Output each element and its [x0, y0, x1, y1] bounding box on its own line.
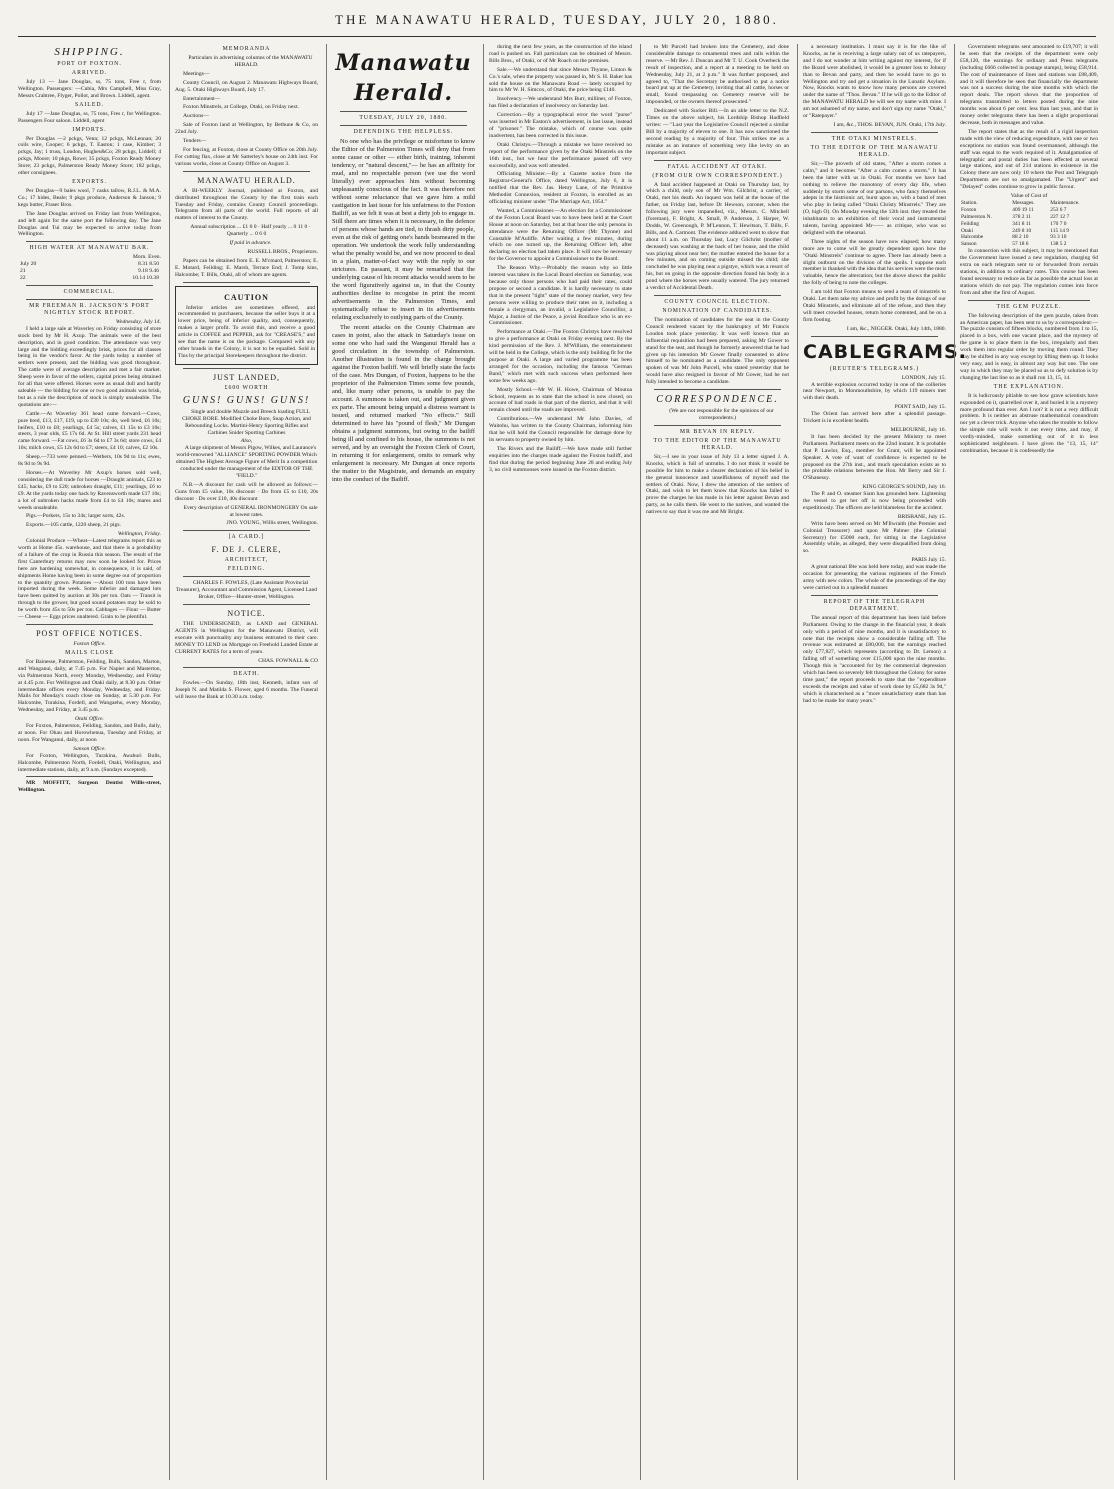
fatal-accident-heading: FATAL ACCIDENT AT OTAKI.	[667, 163, 768, 170]
just-landed-heading: JUST LANDED,	[213, 372, 280, 382]
minstrels-heading: THE OTAKI MINSTRELS.	[831, 135, 918, 142]
fatal-accident-source: (FROM OUR OWN CORRESPONDENT.)	[652, 172, 783, 179]
bevan-text: Sir,—I see in your issue of July 13 a letter signed J. A. Knocks, which is full of untruths. I do not think it would be possible for him to make a clearer declaration of his belief in the general innocence and unselfishness of myself and the settlers of Otaki. Now, I drew the attention of the settlers of Otaki, and wish to let them know that Knocks has failed to prove the charges he has made in his letter against Bevan and party, as he calls them. He went to the natives, and wanted the natives to say that it was me and Mr Bright.	[646, 453, 789, 516]
column-3	[332, 44, 475, 1480]
brisbane-dateline: BRISBANE, July 15.	[897, 513, 946, 520]
minstrels-text-3: I am told that Foxton means to send a team of minstrels to Otaki. Let them take my advice and profit by the doings of our Otaki Minstrels, and eliminate all of the refuse, and then they will meet crowded houses, return home contented, and be on a firm footing.	[803, 289, 946, 323]
sale-notice: Sale.—We understand that since Messrs Thynne, Linton & Co.'s sale, when the property was passed in, Mr S. H. Baker has sold the house on the Manawatu Road — lately occupied by him to Mr W. H. Simcox, of Otaki, the price being £140.	[489, 66, 632, 94]
column-divider	[169, 44, 170, 1480]
otaki-mail-text: For Foxton, Palmerston, Feilding, Sandon, and Bulls, daily, at noon. For Ohau and Horowhenua, Tuesday and Friday, at noon. For Wanganui, daily, at noon	[18, 723, 161, 743]
proprietors: RUSSELL BROS., Proprietors.	[247, 248, 318, 255]
column-6	[803, 44, 967, 1480]
tide-header: Morn. Even.	[132, 254, 161, 261]
tenders-text: For fencing, at Foxton, close at County Office on 20th July. For cutting flax, close at Mr Satterley's house on 24th inst. For various works, close at County Office on August 3.	[175, 146, 318, 167]
young-signature: JNO. YOUNG, Willis street, Wellington.	[226, 520, 318, 527]
otaki-christys-notice: Otaki Christys.—Through a mistake we have received no report of the performance given by the Otaki Minstrels on the 16th inst., but we hear the performance passed off very successfully, and was well attended.	[489, 141, 632, 169]
tide-row: 21 9.18 9.46	[20, 268, 159, 275]
sailed-text: July 17 —Jane Douglas, ss, 75 tons, Fres r, for Wellington. Passengers Four saloon. Liddell, agent	[18, 110, 161, 124]
masthead-title: THE MANAWATU HERALD, TUESDAY, JULY 20, 1880.	[335, 12, 779, 27]
minstrels-signoff: I am, &c., NIGGER. Otaki, July 14th, 1880.	[846, 325, 946, 332]
auctions-text: Sale of Foxton land at Wellington, by Bethune & Co, on 22nd July.	[175, 122, 318, 136]
masthead-rule	[18, 36, 1096, 37]
telegraph-text-3: In connection with this subject, it may be mentioned that the Government have issued a new regulation, charging 6d extra on each telegram sent to or forwarded from certain stations, in addition to ordinary rates. This course has been found necessary to reduce as far as possible the actual loss at stations which do not pay. The regulation comes into force from and after the first of August.	[960, 248, 1098, 296]
table-row: Feilding 341 8 11 170 7 0	[961, 220, 1067, 227]
sister-bill-text: Dedicated with Sucker Bill.—In an able letter to the N.Z. Times on the above subject, his Lordship Bishop Hadfield writes: — "Last year the Legislative Council rejected a similar Bill by a majority of eleven to one. It has now sanctioned the second reading by a majority of four. This strikes me as a mistake as an instance of something very like levity on an important subject.	[646, 108, 789, 156]
death-heading: DEATH.	[233, 671, 260, 678]
station-table	[960, 200, 1098, 248]
table-row: Palmerston N. 378 2 11 227 12 7	[961, 213, 1070, 220]
foxton-office-heading: Foxton Office.	[73, 641, 106, 647]
divider	[183, 667, 310, 668]
sanson-mail-text: For Foxton, Wellington, Turakina, Awahuri Bulls, Halcombe, Palmerston North, Fordell, Otaki, Wellington, and intermediate stations, daily, at 9 a.m. (Sundays excepted).	[18, 752, 161, 773]
correspondence-heading: CORRESPONDENCE.	[656, 394, 779, 406]
sanson-office-heading: Sanson Office.	[73, 745, 106, 752]
commercial-heading: COMMERCIAL.	[63, 288, 116, 295]
telegraph-text-2: The report states that as the result of a rigid inspection made with the view of reducing expenditure, with one or two exceptions no station was found overmanned, although the staff was equal to the work required of it. Amalgamation of telegraphic and postal duties has been effected at several large stations, and out of 214 stations in existence in the Colony there are now only 10 where the Post and Telegraph Departments are not so amalgamated. The "Urgent" and "Delayed" codes continue to grow in public favour.	[960, 128, 1098, 191]
caution-text: Inferior articles are sometimes offered, and recommended to purchasers, because the seller buys it at a lower price, being of inferior quality, and, consequently, makes a larger profit. To avoid this, and receive a good article in COFFEE and PEPPER, ask for "CREASE'S," and see that the name is on the package. Compared with any other brands in the Colony, it is not to be equalled. Sold in Tins by the principal Storekeepers throughout the district.	[178, 304, 315, 359]
commissioner-notice: Wanted, a Commissioner.—An election for a Commissioner of the Foxton Local Board was to have been held at the Court House at noon on Saturday, but at that hour the only persons in attendance were the Returning Officer (Mr Thynne) and Constable M'Auliffe. After waiting a few minutes, during which no one turned up, the Returning Officer left, after declaring no election had taken place. It will now be necessary for the Governor to appoint a Commissioner to the Board.	[489, 207, 632, 263]
guns-heading: GUNS! GUNS! GUNS!	[182, 394, 311, 406]
cable-brisbane: Writs have been served on Mr M'Ilwraith (the Premier and Colonial Treasurer) and upon Mr Palmer (the Colonial Secretary) for £5000 each, for sitting in the Legislative Assembly while, as alleged, they were disqualified from doing so.	[803, 520, 946, 555]
divider	[183, 604, 310, 605]
report-exports: Exports.—105 cattle, 1220 sheep, 21 pigs.	[26, 522, 121, 529]
table-row: Sanson 57 18 6 138 5 2	[961, 241, 1067, 248]
minstrels-text-2: Three nights of the season have now elapsed; how many more are to come will be greatly dependent upon how the "Otaki Minstrels" continue to agree. There has already been a slight outburst on the division of the spoils. I suppose each member is thanked with the idea that his services were the most valuable, hence the altercation; but the above shows the public the folly of being to note the colleges.	[803, 238, 946, 287]
divider	[26, 299, 153, 300]
minstrels-text: Sir,—The proverb of old states, "After a storm comes a calm," and it becomes "After a calm comes a storm." It has been the latter with us in Otaki. For months we have had nothing to relieve the monotony of every day life, when suddenly by storm some of our parsons, who fancy themselves adepts in the histrionic art, burst upon us, with a band of men who play in being called "Otaki Christy Minstrels." They are (O, high O). On Monday evening the 12th inst. they treated the inhabitants to an exhibition of their vocal and instrumental talents, having appointed Mr—— as critique, who was so delighted with the rehearsal.	[803, 160, 946, 236]
memoranda-subtitle: Particulars in advertising columns of the MANAWATU HERALD.	[188, 55, 313, 68]
election-text: The nomination of candidates for the seat in the County Council rendered vacant by the bankruptcy of Mr Francis Loudon took place yesterday. It was well known that an influential requisition had been prepared, asking Mr Gower to stand for the seat, and though he formerly answered that he had given up his intention Mr Gower finally consented to allow himself to be nominated as a candidate. The only opponent spoken of was Mr John Purcell, who stated yesterday that he would have also resigned in favour of Mr Gower, had he not fully intended to become a candidate.	[646, 317, 789, 386]
divider	[654, 160, 781, 161]
contributions-notice: Contributions.—We understand Mr John Davies, of Waitohu, has written to the County Chairman, informing him that he will hold the Council responsible for damage done by its servants to property owned by him.	[489, 416, 632, 443]
telegraph-text: The annual report of this department has been laid before Parliament. Owing to the change in the financial year, it deals only with a period of nine months, and it is unsatisfactory to note that the receipts show a considerable falling off. The revenue was estimated at £80,000, but the earnings reached only £77,827, which represents (according to Dr. Lemon) a falling off of something over £15,000 upon the nine months. Though this is "accounted for by the commercial depression which has been so severely felt throughout the Colony for some time past," the report proceeds to state that the "expenditure exceeds the receipts and value of work done by £5,682 3s 9d," which is characterised as a "more unsatisfactory state than has had to be made for many years."	[803, 614, 946, 704]
cable-paris: A great national fête was held here today, and was made the occasion for presenting the various regiments of the French army with new colors. The whole of the proceedings of the day were carried out in a splendid manner.	[803, 564, 946, 591]
paris-dateline: PARIS July 15.	[911, 557, 946, 564]
post-office-heading: POST OFFICE NOTICES.	[36, 629, 143, 638]
report-date: Wednesday, July 14.	[115, 318, 161, 325]
report-sheep: Sheep.—733 were penned.—Wethers, 10s 9d to 11s; ewes, 8s 9d to 9s 9d.	[18, 454, 161, 468]
issue-date: TUESDAY, JULY 20, 1880.	[359, 115, 448, 121]
column-divider	[326, 44, 327, 1480]
divider	[26, 624, 153, 625]
column-5	[646, 44, 789, 1480]
telegraph-heading: REPORT OF THE TELEGRAPH DEPARTMENT.	[823, 598, 926, 612]
divider	[811, 595, 938, 596]
performance-notice: Performance at Otaki.—The Foxton Christys have resolved to give a performance at Otaki on Friday evening next. By the kind permission of the Rev. J. M'William, the entertainment will be held in the College, which is the only building fit for the purpose at Otaki. A large and varied programme has been arranged for the occasion, including the famous "German Band," which met with such success when performed here some few weeks ago.	[489, 329, 632, 384]
entertainment-text: Foxton Minstrels, at College, Otaki, on Friday next.	[183, 104, 300, 111]
cable-king-georges-sound: The P. and O. steamer Siam has grounded here. Lightening the vessel to get her off is now being proceeded with expeditiously. The officers are held blameless for the accident.	[803, 491, 946, 511]
fatal-accident-text: A fatal accident happened at Otaki on Thursday last, by which a child, only son of Mr Wm. Gilchrist, a carrier, of Otaki, met his death. An inquest was held at the house of the father, on Friday last, before Dr Hewson, coroner, when the following jury were impanelled, viz., Messrs. C. Mitchell (foreman), F. Bright, A. Small, P. Anderson, J. Harper, W. Dodds, W. Greenough, P. M'Lennon, T. Hewitson, T. Bills, F. Bills, and A. Carmont. The evidence adduced went to show that about 11 a.m. on Thursday last, Lucy Gilchrist (mother of deceased) was washing at the back of her house, and the child was playing about near her; the mother entered the house for a few minutes, and on coming outside missed the child; she concluded he was playing near a pigstye, which was a resort of his, but on going in the opposite direction found his body in a pond where the horses were usually watered. The jury returned a verdict of Accidental Death.	[646, 181, 789, 292]
divider	[183, 576, 310, 577]
masthead	[0, 0, 1114, 40]
cable-point-said: The Orient has arrived here after a splendid passage. Trickett is in excellent health.	[803, 411, 946, 425]
table-row: Otaki 249 8 10 115 14 9	[961, 227, 1069, 234]
column-1	[18, 44, 161, 1480]
column-2	[175, 44, 318, 1480]
table-caption: Value of Cost of	[1010, 193, 1048, 200]
reason-notice: The Reason Why.—Probably the reason why so little interest was taken in the Local Board election on Saturday, was because only those persons who had paid their rates, could propose or second a candidate. It is hardly necessary to state that in the present "tight" state of the money market, very few persons were willing to produce their rates on it, including a female a clergyman, an invalid, a Legislative Councillor, a Major, a Justice of the Peace, a jovial Boniface who is an ex-Commissioner.	[489, 265, 632, 327]
correspondence-note: (We are not responsible for the opinions of our correspondents.)	[669, 408, 774, 421]
otaki-office-heading: Otaki Office.	[75, 716, 104, 723]
divider	[183, 171, 310, 172]
newspaper-title: Manawatu Herald.	[335, 50, 472, 106]
table-row: Halcombe 88 2 10 93 3 10	[961, 234, 1067, 241]
cable-melbourne: It has been decided by the present Ministry to meet Parliament. Parliament meets on the 22nd instant. It is probable that P. Lawlor, Esq., member for Grant, will be appointed Speaker. A vote of want of confidence is expected to be proposed on the 27th inst., and much speculation exists as to the probable relations between the Hon. Mr Berry and Sir J. O'Shanessy.	[803, 433, 946, 482]
column-divider	[640, 44, 641, 1480]
table-header-row: Station. Messages. Maintenance.	[961, 199, 1080, 206]
gem-puzzle-text: The following description of the gem puzzle, taken from an American paper, has been sent to us by a correspondent:— The puzzle consists of fifteen blocks, numbered from 1 to 15, placed in a box, with one vacant place, and the mystery of the game is to place them in the box, irregularly and then work them into regular order by moving them round. They may be shifted in any way except by lifting them up. It looks very easy, and is easy, in almost any way but one. The one way in which they may be placed so as to defy solution is by changing the last line so as it shall run 13, 15, 14.	[960, 312, 1098, 381]
reuters-label: (REUTER'S TELEGRAMS.)	[829, 365, 920, 372]
report-cattle: Cattle.—At Waverley 361 head came forward.—Cows, pure bred, £13, £17, £19, up to £30 10s; do, well bred, £6 10s; heifers, £10 to £8; yearlings, £4 5s; calves, £1 15s to £3 10s; steers, 3 year olds, £5 17s 6d. At St. Hill street yards 231 head came forward. —Fat cows, £6 3s 6d to £7 3s 6d; store cows, £4 10s; milch cows, £5 12s 6d to £7; steers, £4 10; calves, £2 10s.	[18, 410, 161, 452]
auctions-label: Auctions—	[183, 113, 209, 120]
divider	[654, 295, 781, 296]
bailiff-notice: The Rivers and the Bailiff.—We have made still further enquiries into the charges made against the Foxton bailiff, and find that during the period beginning June 28 and ending July 3, no civil summonses were issued in the Foxton district.	[489, 445, 632, 473]
agents-text: Papers can be obtained from E. E. M'cmard, Palmerston; E. E. Motard, Feilding; E. Marsh, Terrace End; J. Tomp kins, Halcombe; T. Bills, Otaki, all of whom are agents.	[175, 257, 318, 278]
guns-text: Single and double Muzzle and Breech loading FULL CHOKE BORE. Modified Choke Bore, Snap Action, and Rebounding Locks. Martini-Henry Sporting Rifles and Carbines Snider Sporting Carbines	[182, 408, 311, 436]
divider	[654, 425, 781, 426]
divider	[654, 389, 781, 390]
entertainment-label: Entertainment—	[183, 95, 221, 102]
divider	[811, 132, 938, 133]
nomination-subheading: NOMINATION OF CANDIDATES.	[662, 308, 773, 314]
telegraph-text-continued: Government telegrams sent amounted to £19,707; it will be seen that the receipts of the department were only £58,120, the earnings for ordinary and Press telegrams (including £666 collected in postage stamps), being £58,914. The cost of maintenance of lines and stations was £88,409, and it will therefore be seen that financially the department was not a success during the nine months with which the report deals. The report shows that the proportion of telegrams transmitted to letters posted during the nine months was about 6 per cent. less than last year, and that in money order telegrams there has been a slight proportional decrease, both in messages and value.	[960, 44, 1098, 126]
herald-heading: MANAWATU HERALD.	[197, 175, 296, 185]
divider	[811, 336, 938, 337]
fowles-advert: CHARLES F. FOWLES, (Late Assistant Provincial Treasurer), Accountant and Commission Agent, Licensed Land Broker, Office—Hunter-street, Wellington.	[175, 580, 318, 601]
meetings-text: County Council, on August 2. Manawatu Highways Board, Aug. 5. Otaki Highways Board, July 17.	[175, 79, 318, 93]
leader-heading: DEFENDING THE HELPLESS.	[353, 129, 454, 135]
leader-text: No one who has the privilege or misfortune to know the Editor of the Palmerston Times will deny that from some cause or other — either birth, training, inherent tendency, or "natural descent,"— he has an affinity for mud, and no respectable person (we use the word literally) ever approaches him without becoming unpleasantly conscious of the fact. It was therefore not without some reluctance that we gave him a mild castigation in last issue for his unfairness to the Foxton Bailiff, as we felt it was at best a dirty job to engage in. Still there are times when it is necessary, in the defence of persons whose hands are tied, to thrash dirty people, even at the risk of getting one's hands besmeared in the operation. We undertook the work fully understanding what the penalty would be, and we now proceed to deal in a plain, matter-of-fact way with the reply to our strictures. En passant, it may be remarked that the underlying cause of his recent attacks would seem to be the word figuratively against us, in that the County authorities decline to recognise in print the recent advertisements in the Palmerston Times, and systematically refuse to insert in its advertisements relating exclusively to outlying parts of the County.	[332, 138, 475, 321]
divider	[183, 368, 310, 369]
column-divider	[797, 44, 798, 1480]
subscription-rates: Annual subscription ... £1 0 0 · Half yearly ... 0 11 0 · Quarterly ... 0 6 0	[190, 224, 311, 238]
tide-row: July 20 8.31 8.50	[20, 261, 159, 268]
fownall-signature: CHAS. FOWNALL & CO	[258, 657, 318, 664]
card-label: [A CARD.]	[228, 534, 265, 541]
landed-worth: £600 WORTH	[224, 384, 269, 391]
divider	[340, 125, 467, 126]
sailed-heading: SAILED.	[74, 101, 105, 108]
point-said-dateline: POINT SAID, July 15.	[894, 404, 946, 411]
shipping-heading: SHIPPING.	[54, 46, 125, 58]
tide-heading: HIGH WATER AT MANAWATU BAR.	[29, 245, 150, 252]
architect-label: ARCHITECT,	[224, 557, 269, 564]
column-divider	[954, 44, 955, 1480]
table-row: Foxton 409 19 11 253 6 7	[961, 206, 1067, 213]
bevan-text-continued: a necessary institution. I must say it is for the like of Knocks, as he is receiving a large salary out of us ratepayers, and I do not wonder at him writing against my interest, for if the Board were abolished, it would be a greater loss to Johnny than to Bevan and party, and then he would have to go to Wellington and try and get a situation in the Lunatic Asylum. Now, Knocks wants to know how many persons are covered under the name of "Thos. Bevan." If he will go to the Editor of the MANAWATU HERALD he will see my name with mine. I am not ashamed of my name, and don't sign my name "Otaki," or "Ratepayer."	[803, 44, 946, 120]
exports-heading: EXPORTS.	[72, 178, 107, 185]
melbourne-dateline: MELBOURNE, July 16.	[890, 426, 946, 433]
column-divider	[483, 44, 484, 1480]
advance-note: If paid in advance.	[229, 240, 272, 247]
leader-text-continued: The recent attacks on the County Chairman are cases in point, also the attack in Saturday's issue on some one who had said the Wanganui Herald has a good circulation in the township of Palmerston. Another illustration is found in the charge brought against the Foxton bailiff. We will briefly state the facts of the case. Mrs Dungan, of Foxton, happens to be the proprietor of the Palmerston Times some few pounds, and, like many other persons, is unable to pay the account. A summons is taken out, and judgment given ex parte. The amount being unpaid a distress warrant is issued, and returned marked "No effects." Still determined to have his "pound of flesh," Mr Dungan obtains a judgment summons, but owing to the bailiff being ill and confined to his house, the summons is not served, and by an oversight the Foxton Clerk of Court, in returning it for enlargement, omits to remark why enlargement is necessary. Mr Dungan at once reports the matter to the Magistrate, and demands an enquiry into the conduct of the Bailiff.	[332, 324, 475, 483]
column-4	[489, 44, 632, 1480]
herald-text: A BI-WEEKLY Journal, published at Foxton, and distributed throughout the County by the first train each Tuesday and Friday, contains County Council proceedings. Telegrams from all parts of the world. Full reports of all matters of interest to the County.	[175, 187, 318, 222]
gem-puzzle-text-2: It is ludicrously pitiable to see how grave scientists have expounded on it, quarrelled over it, and buried it in a mystery more profound than ever. Am I not? it is not a very difficult problem. It is neither an abstruse mathematical conundrum nor yet a clever trick. Anyone who takes the trouble to follow the simple rule will work it out every time, and may, if vordly-minded, make something out of it in less sophisticated neighbours. I have given the "13, 15, 14" combination, because it is confessedly the	[960, 392, 1098, 454]
mails-close-label: MAILS CLOSE	[65, 649, 114, 656]
memoranda-heading: MEMORANDA	[222, 46, 271, 52]
officiating-notice: Officiating Minister.—By a Gazette notice from the Registrar-General's Office, dated Wellington, July 6, it is notified that the Rev. Jas. Henry Lane, of the Primitive Methodist Connexion, resident at Foxton, is enrolled as an officiating minister under "The Marriage Act, 1854."	[489, 171, 632, 206]
divider	[183, 530, 310, 531]
divider	[183, 282, 310, 283]
divider	[26, 241, 153, 242]
london-dateline: LONDON, July 15.	[901, 374, 946, 381]
newspaper-columns	[18, 44, 1098, 1480]
stock-report-heading: MR FREEMAN R. JACKSON'S PORT NIGHTLY STOCK REPORT.	[29, 302, 150, 316]
arrived-text: July 13 — Jane Douglas, ss, 75 tons, Free r, from Wellington. Passengers: —Cubia, Mrs Campbell, Miss Gray, Messrs Crabtree, Flyger, Pollot, and Brown. Liddell, agent.	[18, 79, 161, 99]
declere-name: F. DE J. CLERE,	[211, 545, 282, 555]
moffitt-advert: MR MOFFITT, Surgeon Dentist Willis-street, Wellington.	[18, 780, 161, 794]
bevan-signoff: I am, &c., THOS. BEVAN, JUN. Otaki, 17th July.	[833, 121, 946, 128]
report-horses: Horses.—At Waverley Mr Axup's horses sold well, considering the dull trade for horses —Draught animals, £23 to £45; hacks, £9 to £20; unbroken draught, £11; yearlings, £6 to £9. At the yards today one hack by Ravensworth made £17 10s; a lot of unbroken hacks made from £4 to £4 10s; mares and weeds unsaleable.	[18, 469, 161, 511]
report-pigs: Pigs.—Porkers, 15s to 34s; larger sorts, 42s.	[26, 513, 126, 520]
imports-text: Per Douglas —2 pckgs, Venn; 12 pckgs, McLennan; 20 coils wire, Cooper; 6 pckgs, T. Easton; 1 case, Kimber; 3 pckgs, Jay; 1 truss, London, Hughes&Co; 28 pckgs, Liddell; 4 pckgs, Moore; 10 pkgs, Rowe; 35 pckgs, Foxton Ready Money Store; 23 pckgs, Palmerston Ready Money Store; 182 pckgs, other consignees.	[18, 135, 161, 177]
explanation-heading: THE EXPLANATION.	[993, 383, 1065, 390]
bevan-heading: MR BEVAN IN REPLY.	[679, 428, 756, 435]
minstrels-addressee: TO THE EDITOR OF THE MANAWATU HERALD.	[810, 144, 939, 158]
column-7	[960, 44, 1098, 1480]
correction-notice: Correction.—By a typographical error the word "purse" was inserted in Mr Easton's advertisement, in last issue, instead of "prisoner." The mistake, which of course was quite inadvertent, has been corrected in this issue.	[489, 112, 632, 139]
caution-advert	[175, 286, 318, 365]
wellington-produce: Colonial Produce —Wheat—Latest telegrams report this as worth at Home 45s. warehouse, and that there is a probability of a failure of the crop in Russia this season. The result of the first Canterbury returns may now soon be looked for. Prices here are hardening somewhat, in consequence, it is said, of shipments Home having been in some degree out of proportion to the quantity grown. Potatoes —About 100 tons have been imported during the week. Some inferior and damaged lots have been quitted by auction at 30s per ton. Oats — Transit is through to the grower, but good sound potatoes may be sold to be worth from 45s to 50s per ton. Cabbages — Flour — Butter — Cheese — Eggs prices unaltered. Grain to be plentiful.	[18, 538, 161, 621]
divider	[26, 776, 153, 777]
meetings-label: Meetings—	[183, 70, 210, 77]
imports-heading: IMPORTS.	[72, 126, 107, 133]
shipping-notice: The Jane Douglas arrived on Friday last from Wellington, and left again for the same port the following day. The Jane Douglas and Tui may be expected to arrive today from Wellington.	[18, 210, 161, 238]
arrived-heading: ARRIVED.	[71, 70, 108, 76]
also-text: A large shipment of Messrs Pigow, Wilkes, and Laurance's world-renowned "ALLIANCE" SPORTING POWDER Which obtained The Highest Average Figure of Merit In a competition conducted under the management of the EDITOR OF THE "FIELD."	[175, 445, 318, 479]
notice-heading: NOTICE.	[227, 609, 266, 619]
ironmongery-text: Every description of GENERAL IRONMONGERY On sale at lowest rates.	[183, 504, 318, 518]
cablegrams-heading: CABLEGRAMS.	[803, 340, 967, 363]
cable-london: A terrible explosion occurred today in one of the collieries near Newport, in Monmouthshire, by which 119 miners met with their death.	[803, 381, 946, 402]
cemetery-text: to Mr Purcell had broken into the Cemetery, and done considerable damage to ornamental trees and rails within the reserve. —Mr Rev. J. Duncan and Mr T. U. Cook Overbeck the result of inspection, and a report at a meeting to be held on Wednesday, July 21, at 2 p.m." It was further proposed, and agreed to, "That the Secretary be authorised to put a notice board put up at the Cemetery, inviting that all cattle, horses or small, found trespassing on Cemetery reserve will be impounded, or the owners thereof prosecuted."	[646, 44, 789, 106]
property-notice: during the next few years, as the construction of the island road is pushed on. Fall particulars can be obtained of Messrs. Bills Bros., of Otaki, or of Mr Roach on the premises.	[489, 44, 632, 64]
gem-puzzle-heading: THE GEM PUZZLE.	[996, 303, 1062, 310]
port-heading: PORT OF FOXTON.	[57, 61, 122, 67]
election-heading: COUNTY COUNCIL ELECTION.	[664, 299, 771, 305]
divider	[968, 300, 1090, 301]
tenders-label: Tenders—	[183, 138, 207, 145]
discount-text: N.B.—A discount for cash will be allowed as follows:— Guns from £5 value, 10s discount · Do from £5 to £10, 20s discount · Do over £10, 40s discount	[175, 481, 318, 502]
tide-table	[18, 261, 161, 282]
bevan-addressee: TO THE EDITOR OF THE MANAWATU HERALD.	[653, 437, 782, 451]
feilding-label: FEILDING.	[227, 566, 266, 573]
death-text: Fowles.—On Sunday, 18th inst, Kenneth, infant son of Joseph N. and Matilda S. Flower, aged 6 months. The Funeral will leave the Bank at 10.30 a.m. today.	[175, 680, 318, 701]
insolvency-notice: Insolvency.—We understand Mrs Burr, milliner, of Foxton, has filed a declaration of insolvency on Saturday last.	[489, 96, 632, 110]
exports-text: Per Douglas—9 bales wool, 7 casks tallow, R.J.L. & M.A. Co.; 17 hides, Beale; 9 pkgs produce, Anderson & Janson; 9 kegs butter, Fraser Bros.	[18, 187, 161, 208]
wellington-date: Wellington, Friday.	[117, 531, 161, 538]
caution-heading: CAUTION	[224, 292, 269, 302]
school-notice: Mostly School.—Mr W. H. Howe, Chairman of Moutoa School, requests us to state that the school is now closed, on account of bad roads in that part of the district, and that it will remain closed until the roads are improved.	[489, 386, 632, 414]
tide-row: 22 10.14 10.38	[20, 275, 159, 282]
foxton-mail-text: For Bainesse, Palmerston, Feilding, Bulls, Sandon, Marton, and Wanganui, daily, at 7.45 p.m. For Napier and Masterton, via Palmerston North, every Monday, Wednesday, and Friday at 4.45 p.m. For Wellington and Otaki daily, at 8.30 p.m. Other intermediate offices every Monday, Wednesday, and Friday. Mails for Monday's coach close on Sunday, at 5.30 p.m. For Halcombe, Turakina, Fordell, and Wangaehu, every Monday, Wednesday, and Friday, at 3.45 p.m.	[18, 658, 161, 714]
also-label: Also,	[240, 438, 253, 445]
notice-text: THE UNDERSIGNED, as LAND and GENERAL AGENTS in Wellington for the Manawatu District, will execute with punctuality any business entrusted to their care. MONEY TO LEND on Mortgage on Freehold Landed Estate at CURRENT RATES for a term of years.	[175, 621, 318, 655]
divider	[340, 111, 467, 112]
king-georges-sound-dateline: KING GEORGE'S SOUND, July 16.	[862, 484, 946, 491]
divider	[26, 285, 153, 286]
report-text: I held a large sale at Waverley on Friday consisting of store stock bred by Mr H. Axup. The animals were of the best description, and in good condition. The attendance was very large and the bidding exceedingly brisk, prices for all classes being in the vendor's favor. At the yards today a number of settlers were present, and the bidding was good throughout. The cattle were of average description and met a fair market. Sheep were in favor of the sellers, capital prices being obtained for all that were offered. Horses were as usual dull and hardly saleable — the bidding for one or two good animals was brisk, but as a rule the description of stock is simply unsaleable. The quotations are:—	[18, 325, 161, 408]
